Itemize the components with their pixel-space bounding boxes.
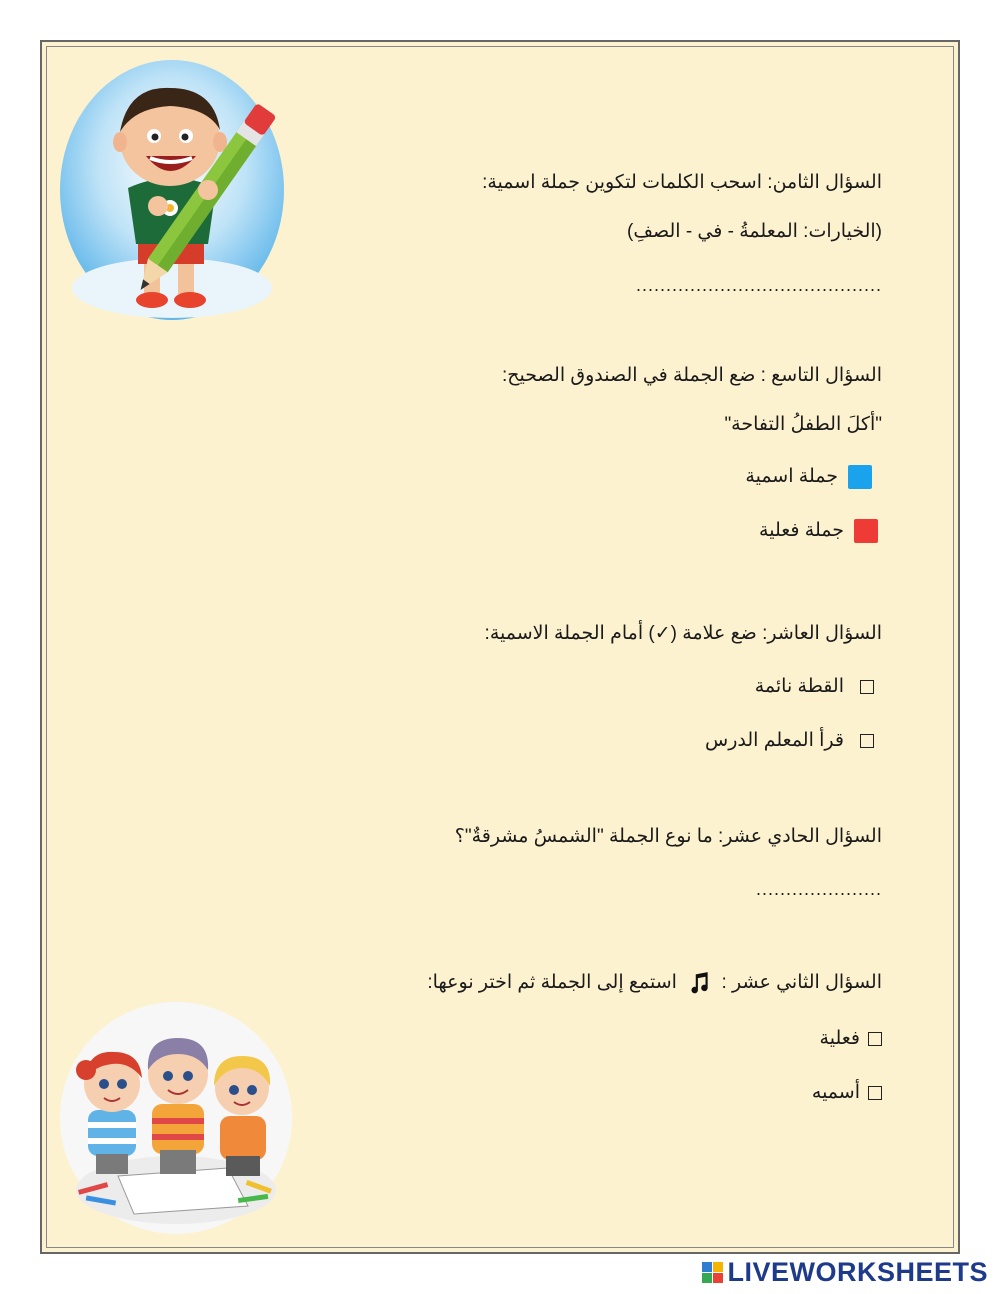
liveworksheets-logo: [702, 1257, 988, 1288]
children-drawing-illustration: [58, 1000, 294, 1236]
q8-answer-dropzone[interactable]: .........................................: [635, 275, 882, 295]
q9-box-verbal-label: جملة فعلية: [759, 520, 844, 541]
music-note-icon[interactable]: [686, 970, 712, 996]
q12-option-2[interactable]: [812, 1080, 882, 1106]
q12-title: [427, 970, 882, 996]
q8-choices: (الخيارات: المعلمةُ - في - الصفِ): [627, 221, 882, 242]
q10-option-2-checkbox[interactable]: [860, 734, 874, 748]
q10-title: السؤال العاشر: ضع علامة (✓) أمام الجملة الاسمية:: [484, 623, 882, 644]
q12-option-1-label: فعلية: [819, 1028, 860, 1049]
liveworksheets-mark-icon: [702, 1262, 723, 1283]
q10-option-2-label: قرأ المعلم الدرس: [705, 730, 844, 751]
q9-sentence[interactable]: "أكلَ الطفلُ التفاحة": [724, 414, 882, 435]
q10-option-1-checkbox[interactable]: [860, 680, 874, 694]
blue-square-icon: [848, 465, 872, 489]
q10-option-1-label: القطة نائمة: [754, 676, 844, 697]
q12-title-start: السؤال الثاني عشر :: [721, 972, 882, 994]
q11-answer-input[interactable]: .....................: [755, 879, 882, 899]
q9-box-verbal[interactable]: [759, 518, 878, 544]
q9-box-nominal-label: جملة اسمية: [745, 466, 838, 487]
q12-option-2-checkbox[interactable]: [868, 1086, 882, 1100]
q12-option-1[interactable]: [820, 1026, 882, 1052]
q11-title: السؤال الحادي عشر: ما نوع الجملة "الشمسُ مشرقةٌ"؟: [454, 826, 882, 847]
q12-option-1-checkbox[interactable]: [868, 1032, 882, 1046]
q9-title: السؤال التاسع : ضع الجملة في الصندوق الصحيح:: [502, 365, 882, 386]
q12-option-2-label: أسميه: [811, 1082, 860, 1103]
q10-option-1[interactable]: [755, 674, 874, 700]
red-square-icon: [854, 519, 878, 543]
brand-text: LIVEWORKSHEETS: [727, 1257, 988, 1287]
q8-title: السؤال الثامن: اسحب الكلمات لتكوين جملة اسمية:: [482, 172, 882, 193]
q12-title-end: استمع إلى الجملة ثم اختر نوعها:: [427, 972, 677, 994]
boy-with-pencil-illustration: [58, 58, 286, 322]
q10-option-2[interactable]: [705, 728, 874, 754]
q9-box-nominal[interactable]: [745, 464, 872, 490]
